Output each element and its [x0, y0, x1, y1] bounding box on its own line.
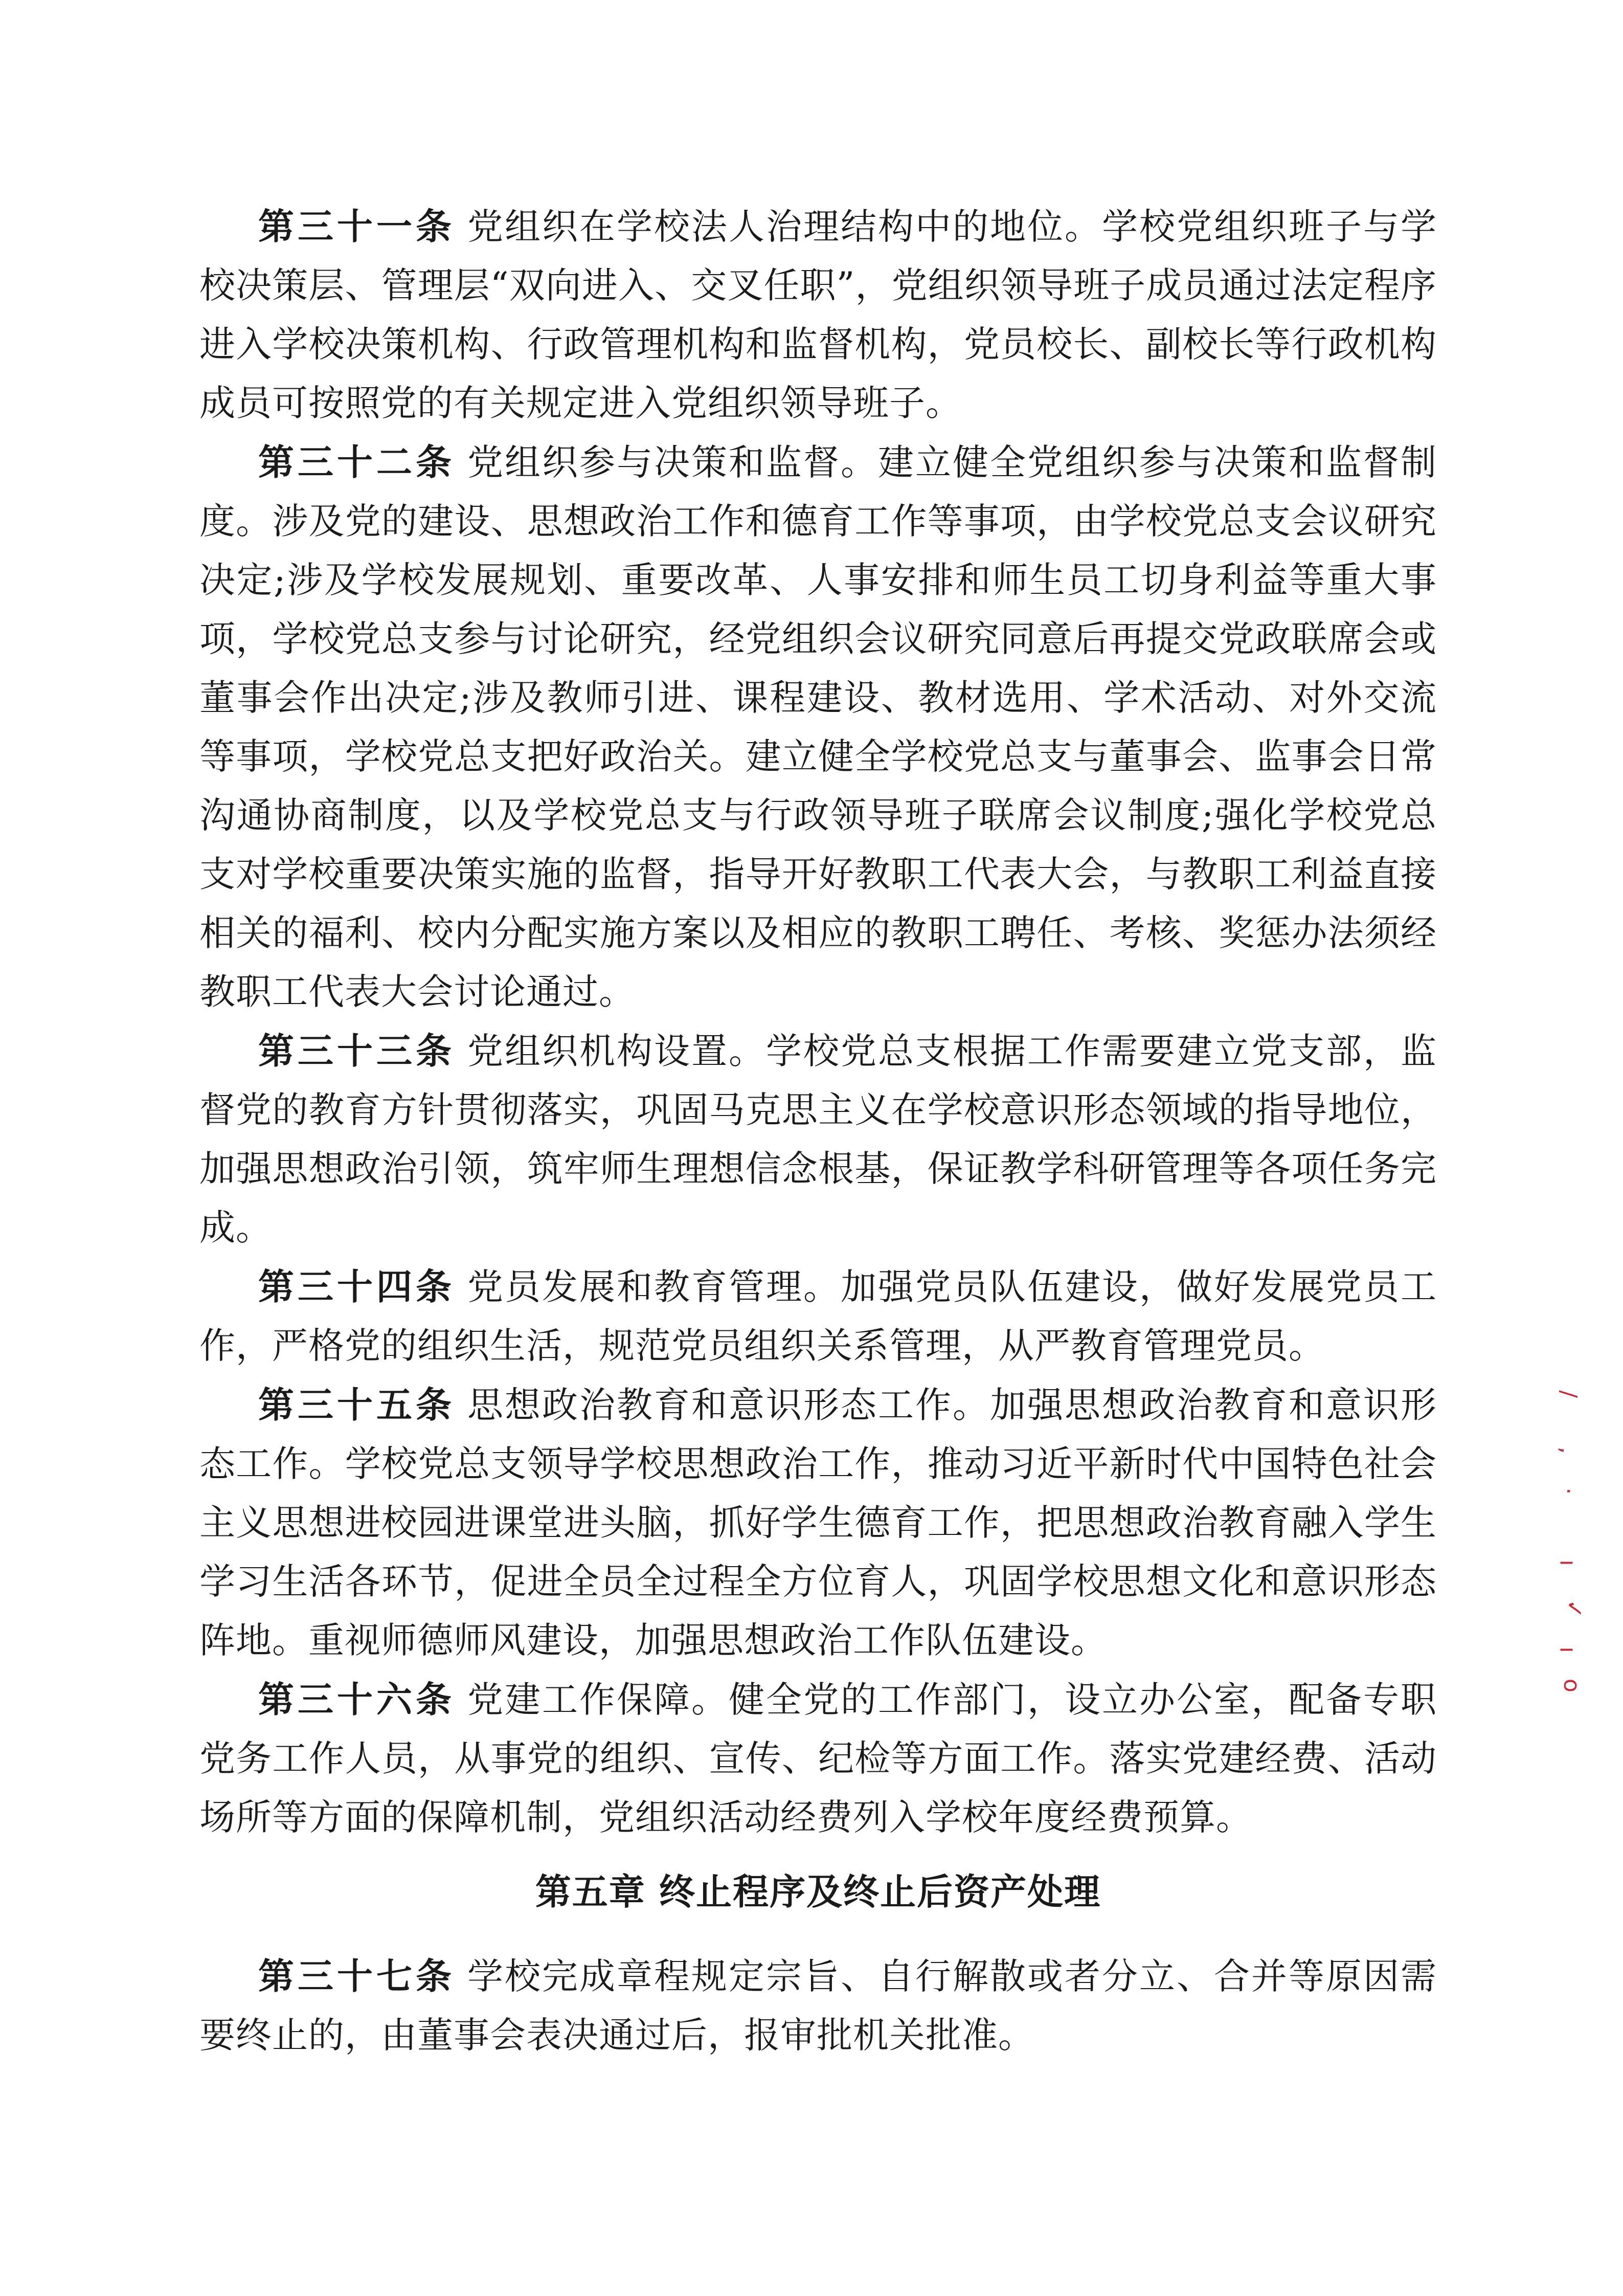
- margin-mark: ,: [1555, 1446, 1582, 1454]
- article-label: 第三十六条: [258, 1678, 455, 1721]
- margin-mark: /: [1555, 1390, 1582, 1398]
- article-33: [199, 1021, 1437, 1257]
- article-text: 思想政治教育和意识形态工作。加强思想政治教育和意识形态工作。学校党总支领导学校思想政治工作，推动习近平新时代中国特色社会主义思想进校园进课堂进头脑，抓好学生德育工作，把思想政治教育融入学生学习生活各环节，促进全员全过程全方位育人，巩固学校思想文化和意识形态阵地。重视师德师风建设，加强思想政治工作队伍建设。: [199, 1384, 1437, 1661]
- article-label: 第三十三条: [258, 1030, 455, 1072]
- margin-mark: ·: [1555, 1487, 1582, 1495]
- article-label: 第三十五条: [258, 1384, 455, 1426]
- article-text: 党组织在学校法人治理结构中的地位。学校党组织班子与学校决策层、管理层“双向进入、交叉任职”，党组织领导班子成员通过法定程序进入学校决策机构、行政管理机构和监督机构，党员校长、副校长等行政机构成员可按照党的有关规定进入党组织领导班子。: [199, 206, 1437, 424]
- document-body: [199, 197, 1437, 2065]
- chapter-heading: 第五章 终止程序及终止后资产处理: [535, 1870, 1101, 1913]
- article-label: 第三十七条: [258, 1955, 455, 1997]
- article-text: 学校完成章程规定宗旨、自行解散或者分立、合并等原因需要终止的，由董事会表决通过后，报审批机关批准。: [199, 1955, 1437, 2056]
- article-34: [199, 1257, 1437, 1375]
- article-35: [199, 1375, 1437, 1670]
- article-label: 第三十二条: [258, 441, 455, 483]
- article-text: 党组织机构设置。学校党总支根据工作需要建立党支部，监督党的教育方针贯彻落实，巩固马克思主义在学校意识形态领域的指导地位，加强思想政治引领，筑牢师生理想信念根基，保证教学科研管理等各项任务完成。: [199, 1030, 1437, 1249]
- article-label: 第三十一条: [258, 205, 455, 248]
- margin-mark: ı: [1554, 1646, 1581, 1653]
- margin-mark: ✓: [1561, 1599, 1587, 1618]
- margin-mark: o: [1558, 1679, 1585, 1692]
- article-text: 党组织参与决策和监督。建立健全党组织参与决策和监督制度。涉及党的建设、思想政治工作和德育工作等事项，由学校党总支会议研究决定;涉及学校发展规划、重要改革、人事安排和师生员工切身利益等重大事项，学校党总支参与讨论研究，经党组织会议研究同意后再提交党政联席会或董事会作出决定;涉及教师引进、课程建设、教材选用、学术活动、对外交流等事项，学校党总支把好政治关。建立健全学校党总支与董事会、监事会日常沟通协商制度，以及学校党总支与行政领导班子联席会议制度;强化学校党总支对学校重要决策实施的监督，指导开好教职工代表大会，与教职工利益直接相关的福利、校内分配实施方案以及相应的教职工聘任、考核、奖惩办法须经教职工代表大会讨论通过。: [199, 441, 1437, 1013]
- margin-seal-marks: [1554, 1381, 1595, 1713]
- article-text: 党员发展和教育管理。加强党员队伍建设，做好发展党员工作，严格党的组织生活，规范党员组织关系管理，从严教育管理党员。: [199, 1266, 1437, 1367]
- article-text: 党建工作保障。健全党的工作部门，设立办公室，配备专职党务工作人员，从事党的组织、宣传、纪检等方面工作。落实党建经费、活动场所等方面的保障机制，党组织活动经费列入学校年度经费预算。: [199, 1679, 1437, 1838]
- article-label: 第三十四条: [258, 1265, 455, 1308]
- article-37: [199, 1947, 1437, 2065]
- article-32: [199, 433, 1437, 1021]
- margin-mark: ı: [1554, 1559, 1581, 1566]
- article-31: [199, 197, 1437, 433]
- article-36: [199, 1670, 1437, 1847]
